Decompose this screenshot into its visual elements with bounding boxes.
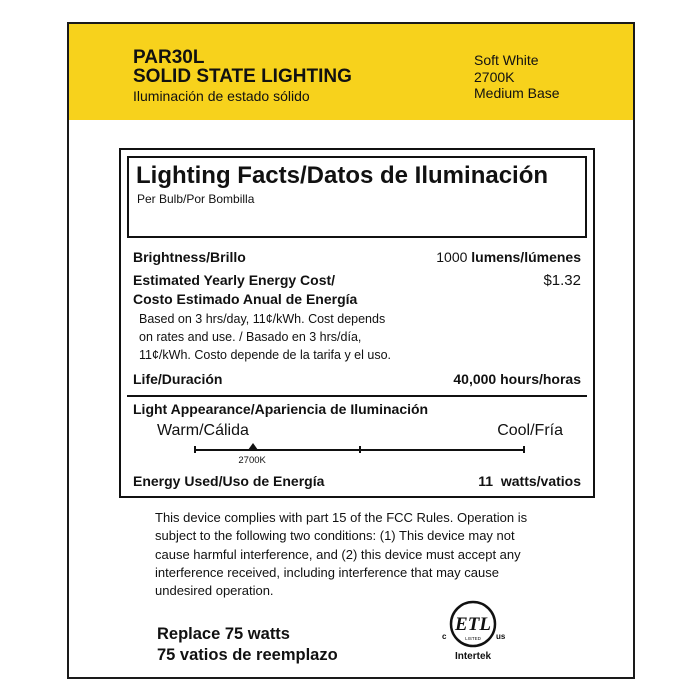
energy-used-value xyxy=(478,472,581,491)
etl-listed-text: LISTED xyxy=(465,636,481,641)
product-type: SOLID STATE LIGHTING xyxy=(133,66,352,87)
brightness-unit: lumens/lúmenes xyxy=(471,249,581,265)
replacement-wattage-english: Replace 75 watts xyxy=(157,625,290,643)
lighting-facts-title: Lighting Facts/Datos de Iluminación xyxy=(136,162,549,189)
energy-cost-row xyxy=(133,271,581,364)
cool-label: Cool/Fría xyxy=(497,422,563,439)
fcc-statement xyxy=(155,509,575,600)
appearance-marker-label: 2700K xyxy=(238,455,266,466)
energy-cost-label-1: Estimated Yearly Energy Cost/ xyxy=(133,272,336,288)
etl-logo-text: ETL xyxy=(455,614,491,635)
product-specs-block xyxy=(474,52,560,102)
etl-us-mark: us xyxy=(496,632,506,641)
brightness-row xyxy=(133,248,581,267)
scale-tick-right xyxy=(523,446,525,453)
energy-cost-note-1: Based on 3 hrs/day, 11¢/kWh. Cost depends xyxy=(139,312,386,326)
fcc-line-1: This device complies with part 15 of the FCC Rules. Operation is xyxy=(155,510,528,525)
product-label xyxy=(67,22,635,679)
etl-intertek-text: Intertek xyxy=(454,651,492,662)
life-value: 40,000 hours/horas xyxy=(453,371,581,387)
product-model: PAR30L xyxy=(133,47,205,68)
energy-cost-note-3: 11¢/kWh. Costo depende de la tarifa y el uso. xyxy=(139,348,392,362)
energy-cost-value: $1.32 xyxy=(543,272,581,289)
fcc-line-3: cause harmful interference, and (2) this device must accept any xyxy=(155,546,521,562)
life-row xyxy=(133,370,581,389)
color-name: Soft White xyxy=(474,52,539,68)
energy-used-unit: watts/vatios xyxy=(500,473,581,489)
product-type-spanish: Iluminación de estado sólido xyxy=(133,88,310,104)
fcc-line-5: undesired operation. xyxy=(155,583,274,599)
section-divider xyxy=(127,395,587,397)
lighting-facts-panel xyxy=(119,148,595,498)
base-type: Medium Base xyxy=(474,85,560,101)
appearance-scale-labels xyxy=(139,422,563,440)
etl-c-mark: c xyxy=(442,632,447,641)
replacement-wattage xyxy=(157,624,338,666)
product-banner xyxy=(69,24,633,120)
fcc-line-4: interference received, including interference that may cause xyxy=(155,564,499,580)
per-bulb-label: Per Bulb/Por Bombilla xyxy=(137,192,255,206)
life-label: Life/Duración xyxy=(133,371,223,387)
scale-tick-left xyxy=(194,446,196,453)
energy-cost-label-2: Costo Estimado Anual de Energía xyxy=(133,291,358,307)
product-name-block xyxy=(133,48,352,105)
appearance-label: Light Appearance/Apariencia de Iluminación xyxy=(133,401,429,417)
replacement-wattage-spanish: 75 vatios de reemplazo xyxy=(157,646,338,664)
fcc-line-2: subject to the following two conditions: (1) This device may not xyxy=(155,528,515,544)
energy-used-number: 11 xyxy=(478,473,494,489)
color-temperature: 2700K xyxy=(474,68,515,85)
scale-tick-middle xyxy=(359,446,361,453)
warm-label: Warm/Cálida xyxy=(157,422,249,439)
energy-used-row xyxy=(133,472,581,491)
appearance-marker-icon xyxy=(248,443,258,450)
etl-listed-logo-icon xyxy=(433,599,513,663)
brightness-number: 1000 xyxy=(436,249,468,265)
appearance-row xyxy=(133,400,581,419)
energy-cost-note-2: on rates and use. / Basado en 3 hrs/día, xyxy=(139,330,362,344)
lighting-facts-header xyxy=(127,156,587,238)
brightness-value xyxy=(436,248,581,267)
brightness-label: Brightness/Brillo xyxy=(133,249,246,265)
energy-used-label: Energy Used/Uso de Energía xyxy=(133,473,325,489)
